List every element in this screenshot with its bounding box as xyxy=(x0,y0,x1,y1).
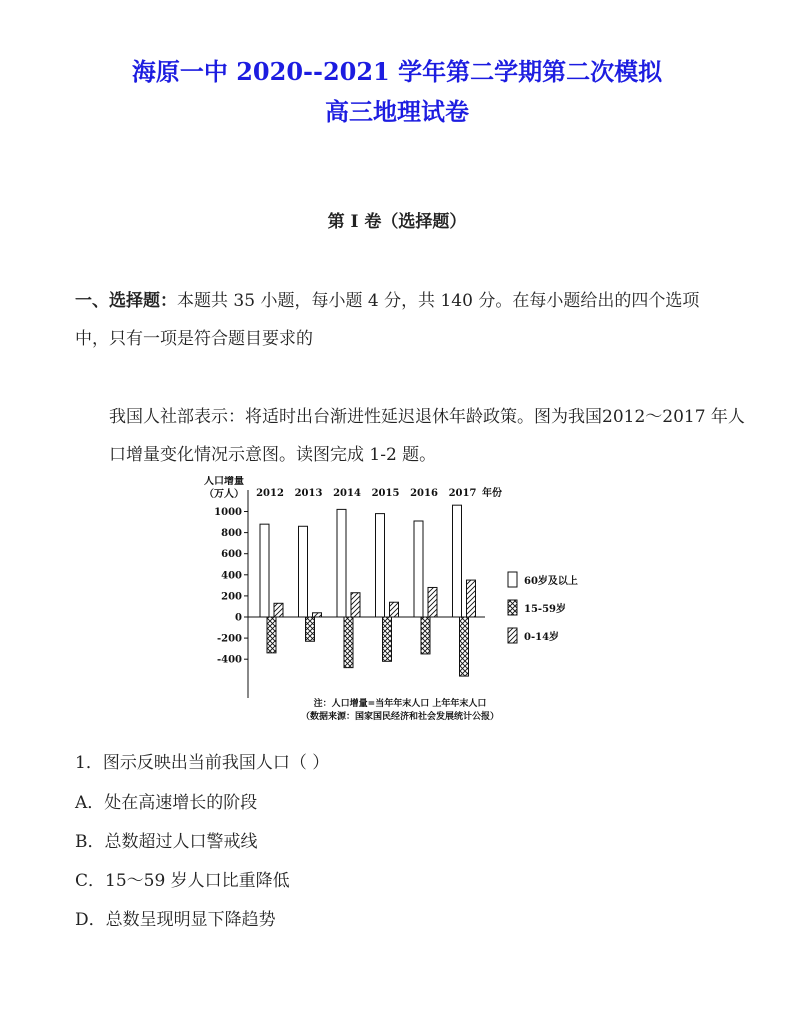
legend-swatch xyxy=(508,600,517,615)
bar-0-14 xyxy=(428,587,437,617)
instructions-label: 一、选择题： xyxy=(75,291,177,311)
bar-60-plus xyxy=(260,524,269,617)
legend-label: 15-59岁 xyxy=(524,604,566,615)
y-tick-label: 400 xyxy=(221,570,242,582)
bar-15-59 xyxy=(344,617,353,668)
bar-0-14 xyxy=(313,613,322,617)
bar-60-plus xyxy=(453,505,462,617)
option-c[interactable]: C．15～59 岁人口比重降低 xyxy=(75,871,290,891)
y-tick-label: 0 xyxy=(235,612,242,624)
bar-60-plus xyxy=(376,514,385,617)
instructions xyxy=(75,282,725,358)
y-tick-label: 200 xyxy=(221,591,242,603)
y-tick-label: -400 xyxy=(216,654,242,666)
y-tick-label: 1000 xyxy=(214,507,242,518)
bar-60-plus xyxy=(337,509,346,617)
bar-0-14 xyxy=(467,580,476,617)
x-category-label: 2013 xyxy=(294,488,323,499)
bar-15-59 xyxy=(460,617,469,676)
option-b[interactable]: B．总数超过人口警戒线 xyxy=(75,832,258,852)
population-increment-chart xyxy=(200,476,600,726)
x-axis-label: 年份 xyxy=(482,488,502,499)
x-category-label: 2014 xyxy=(333,488,361,499)
bar-60-plus xyxy=(414,521,423,617)
exam-title-line1: 海原一中 2020--2021 学年第二学期第二次模拟 xyxy=(131,57,663,86)
y-axis-label: 人口增量 xyxy=(204,476,244,487)
section-title: 第 I 卷（选择题） xyxy=(327,212,467,232)
chart-note: 注：人口增量=当年年末人口 上年年末人口 xyxy=(313,699,487,709)
question-stem-material: 我国人社部表示：将适时出台渐进性延迟退休年龄政策。图为我国2012～2017 年人口增量变化情况示意图。读图完成 1-2 题。 xyxy=(109,407,745,465)
bar-15-59 xyxy=(306,617,315,641)
instructions-text: 本题共 35 小题，每小题 4 分，共 140 分。在每小题给出的四个选项中，只有一项是符合题目要求的 xyxy=(75,291,700,349)
legend-label: 60岁及以上 xyxy=(524,576,578,587)
bar-0-14 xyxy=(274,603,283,617)
y-tick-label: 800 xyxy=(221,528,242,540)
legend-swatch xyxy=(508,572,517,587)
legend-label: 0-14岁 xyxy=(524,632,560,643)
bar-15-59 xyxy=(383,617,392,661)
bar-60-plus xyxy=(299,526,308,617)
question-1-stem: 1．图示反映出当前我国人口（ ） xyxy=(75,753,330,773)
x-category-label: 2012 xyxy=(256,488,284,499)
x-category-label: 2016 xyxy=(410,488,438,499)
y-axis-unit-label: （万人） xyxy=(204,489,244,500)
x-category-label: 2017 xyxy=(448,488,477,499)
exam-title-line2: 高三地理试卷 xyxy=(325,97,469,126)
x-category-label: 2015 xyxy=(371,488,400,499)
bar-15-59 xyxy=(421,617,430,654)
y-tick-label: -200 xyxy=(216,633,242,645)
option-d[interactable]: D．总数呈现明显下降趋势 xyxy=(75,910,276,930)
legend-swatch xyxy=(508,628,517,643)
bar-0-14 xyxy=(351,593,360,617)
bar-0-14 xyxy=(390,602,399,617)
bar-15-59 xyxy=(267,617,276,653)
y-tick-label: 600 xyxy=(221,549,242,561)
chart-source-note: （数据来源：国家国民经济和社会发展统计公报） xyxy=(300,712,500,722)
option-a[interactable]: A．处在高速增长的阶段 xyxy=(75,793,258,813)
